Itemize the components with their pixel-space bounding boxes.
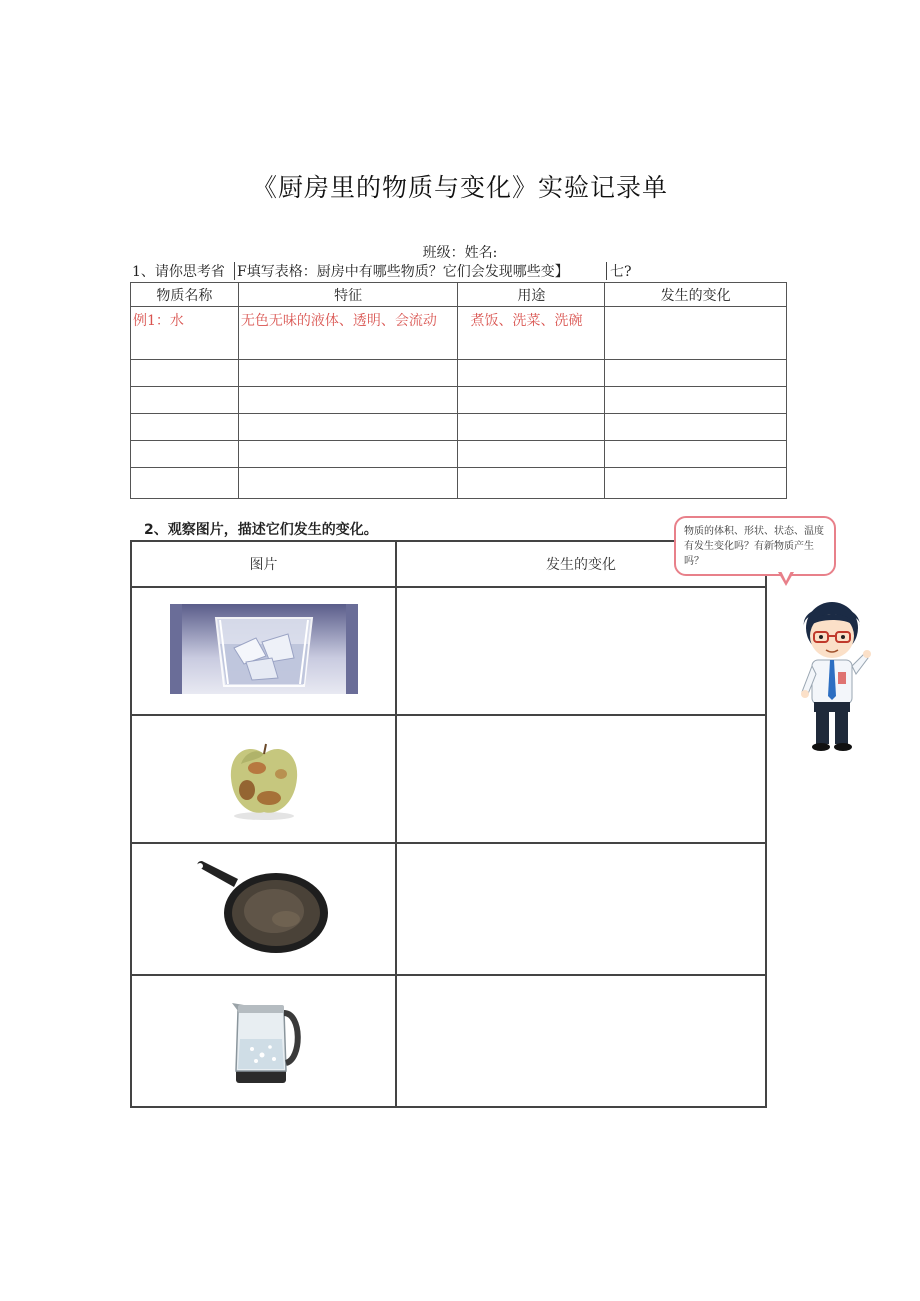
uses-cell[interactable] (458, 441, 605, 468)
features-cell[interactable] (238, 360, 458, 387)
question-1-part3: 七? (610, 264, 632, 280)
picture-cell (131, 843, 396, 975)
table-row (131, 843, 766, 975)
table-row (131, 414, 787, 441)
question-1 (132, 261, 792, 281)
change-input-cell[interactable] (396, 843, 766, 975)
example-uses: 煮饭、洗菜、洗碗 (458, 307, 605, 360)
page-title: 《厨房里的物质与变化》实验记录单 (251, 173, 668, 202)
change-input-cell[interactable] (396, 715, 766, 843)
substance-cell[interactable] (131, 441, 239, 468)
example-row (131, 307, 787, 360)
speech-bubble: 物质的体积、形状、状态、温度有发生变化吗？有新物质产生吗？ (674, 516, 836, 576)
example-substance: 例1：水 (131, 307, 239, 360)
picture-cell (131, 975, 396, 1107)
table-row (131, 441, 787, 468)
question-2: 2、观察图片，描述它们发生的变化。 (144, 522, 378, 538)
picture-cell (131, 587, 396, 715)
substance-cell[interactable] (131, 387, 239, 414)
table-row (131, 715, 766, 843)
uses-cell[interactable] (458, 468, 605, 499)
rotting-apple-image (219, 732, 309, 822)
header-features: 特征 (238, 283, 458, 307)
table-row (131, 387, 787, 414)
table-row (131, 360, 787, 387)
question-1-part2: F填写表格：厨房中有哪些物质？它们会发现哪些变】 (237, 264, 569, 280)
header-uses: 用途 (458, 283, 605, 307)
features-cell[interactable] (238, 441, 458, 468)
header-changes: 发生的变化 (605, 283, 787, 307)
uses-cell[interactable] (458, 414, 605, 441)
header-picture: 图片 (131, 541, 396, 587)
teacher-cartoon-image (790, 596, 874, 752)
substance-cell[interactable] (131, 414, 239, 441)
changes-cell[interactable] (605, 360, 787, 387)
question-1-separator (234, 262, 235, 280)
question-1-part1: 1、请你思考省 (132, 264, 225, 280)
question-1-separator (606, 262, 607, 280)
changes-cell[interactable] (605, 441, 787, 468)
substance-cell[interactable] (131, 360, 239, 387)
header-substance-name: 物质名称 (131, 283, 239, 307)
features-cell[interactable] (238, 387, 458, 414)
observation-table-header (131, 541, 766, 587)
change-input-cell[interactable] (396, 975, 766, 1107)
table-row (131, 468, 787, 499)
change-input-cell[interactable] (396, 587, 766, 715)
uses-cell[interactable] (458, 360, 605, 387)
table-row (131, 587, 766, 715)
features-cell[interactable] (238, 414, 458, 441)
uses-cell[interactable] (458, 387, 605, 414)
example-features: 无色无味的液体、透明、会流动 (238, 307, 458, 360)
changes-cell[interactable] (605, 414, 787, 441)
picture-cell (131, 715, 396, 843)
changes-cell[interactable] (605, 387, 787, 414)
header-observed-change: 发生的变化 (396, 541, 766, 587)
table-row (131, 975, 766, 1107)
substance-table (130, 282, 787, 499)
ice-in-glass-image (170, 604, 358, 694)
electric-kettle-image (224, 989, 304, 1089)
features-cell[interactable] (238, 468, 458, 499)
observation-table (130, 540, 767, 1108)
class-name-line: 班级：姓名: (422, 245, 498, 261)
speech-bubble-tail-inner (781, 571, 791, 581)
substance-table-header (131, 283, 787, 307)
changes-cell[interactable] (605, 468, 787, 499)
example-changes-cell[interactable] (605, 307, 787, 360)
substance-cell[interactable] (131, 468, 239, 499)
rusty-pan-image (194, 857, 334, 957)
